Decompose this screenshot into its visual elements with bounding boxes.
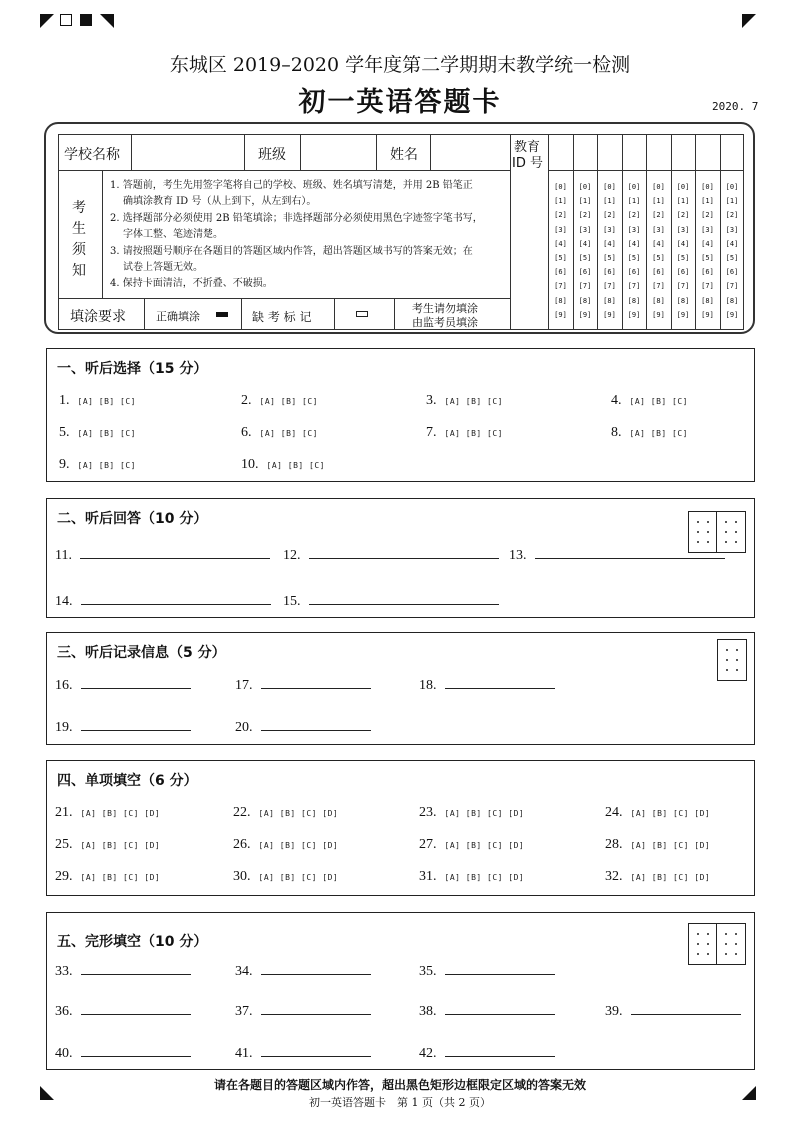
class-label: 班级 (258, 147, 286, 163)
id-digit-bubble[interactable]: [0] (725, 183, 739, 191)
answer-blank[interactable] (81, 593, 271, 605)
question-number: 16. (55, 678, 73, 693)
id-digit-bubble[interactable]: [7] (652, 282, 665, 291)
question-item[interactable] (59, 425, 136, 441)
answer-blank[interactable] (261, 1003, 371, 1015)
id-digit-bubble[interactable]: [0] (554, 183, 567, 191)
answer-blank[interactable] (81, 1003, 191, 1015)
card-title: 初一英语答题卡 (298, 87, 502, 118)
id-digit-bubble[interactable]: [1] (603, 197, 616, 206)
id-number-grid[interactable] (548, 134, 744, 330)
answer-line-item[interactable] (235, 719, 371, 736)
id-digit-bubble[interactable]: [2] (578, 211, 592, 220)
notice-label: 考 生 须 知 (72, 200, 86, 279)
question-number: 2. (241, 393, 252, 408)
answer-line-item[interactable] (509, 547, 725, 564)
question-item[interactable] (611, 425, 688, 441)
id-digit-bubble[interactable]: [0] (676, 183, 690, 191)
question-item[interactable] (233, 869, 338, 885)
answer-line-item[interactable] (419, 677, 555, 694)
id-digit-bubble[interactable]: [7] (725, 282, 739, 291)
page-number: 初一英语答题卡 第 1 页（共 2 页） (309, 1096, 491, 1109)
id-digit-bubble[interactable]: [3] (554, 225, 567, 234)
question-number: 36. (55, 1004, 73, 1019)
answer-blank[interactable] (631, 1003, 741, 1015)
id-digit-bubble[interactable]: [2] (554, 211, 567, 220)
question-number: 22. (233, 805, 251, 820)
answer-options[interactable]: [A] [B] [C] (444, 397, 503, 406)
answer-blank[interactable] (535, 547, 725, 559)
id-digit-bubble[interactable]: [5] (652, 253, 665, 262)
question-item[interactable] (426, 393, 503, 409)
answer-blank[interactable] (445, 963, 555, 975)
answer-options[interactable]: [A] [B] [C] [D] (630, 841, 711, 850)
question-number: 27. (419, 837, 437, 852)
question-number: 1. (59, 393, 70, 408)
section-cloze (46, 912, 755, 1070)
id-digit-bubble[interactable]: [6] (627, 268, 641, 277)
answer-options[interactable]: [A] [B] [C] [D] (258, 873, 339, 882)
answer-line-item[interactable] (235, 677, 371, 694)
invigilator-note-2: 由监考员填涂 (412, 316, 478, 329)
corner-mark-top-left-2 (100, 14, 114, 28)
id-digit-bubble[interactable]: [4] (652, 239, 665, 248)
answer-options[interactable]: [A] [B] [C] [D] (444, 873, 525, 882)
id-digit-column[interactable] (646, 180, 671, 322)
question-number: 18. (419, 678, 437, 693)
question-item[interactable] (241, 425, 318, 441)
name-field[interactable] (431, 135, 510, 169)
id-digit-bubble[interactable]: [4] (603, 239, 616, 248)
answer-blank[interactable] (445, 1003, 555, 1015)
id-digit-bubble[interactable]: [6] (554, 268, 567, 277)
answer-line-item[interactable] (235, 963, 371, 980)
id-digit-bubble[interactable]: [4] (725, 239, 739, 248)
answer-blank[interactable] (261, 963, 371, 975)
id-digit-column[interactable] (548, 180, 573, 322)
answer-blank[interactable] (309, 593, 499, 605)
id-digit-bubble[interactable]: [8] (725, 296, 739, 305)
section-listening-answer (46, 498, 755, 618)
question-number: 29. (55, 869, 73, 884)
answer-line-item[interactable] (55, 1045, 191, 1062)
class-field[interactable] (301, 135, 376, 169)
question-number: 20. (235, 720, 253, 735)
answer-options[interactable]: [A] [B] [C] (77, 461, 136, 470)
id-digit-bubble[interactable]: [5] (627, 253, 641, 262)
question-number: 3. (426, 393, 437, 408)
question-number: 7. (426, 425, 437, 440)
answer-options[interactable]: [A] [B] [C] [D] (444, 809, 525, 818)
question-number: 38. (419, 1004, 437, 1019)
id-digit-bubble[interactable]: [9] (603, 310, 616, 319)
question-number: 21. (55, 805, 73, 820)
answer-options[interactable]: [A] [B] [C] [D] (80, 841, 161, 850)
answer-options[interactable]: [A] [B] [C] [D] (80, 873, 161, 882)
id-digit-bubble[interactable]: [5] (725, 253, 739, 262)
answer-options[interactable]: [A] [B] [C] (77, 397, 136, 406)
answer-options[interactable]: [A] [B] [C] [D] (630, 809, 711, 818)
id-digit-bubble[interactable]: [4] (701, 239, 714, 248)
question-number: 41. (235, 1046, 253, 1061)
id-digit-bubble[interactable]: [4] (578, 239, 592, 248)
corner-square-hollow (60, 14, 72, 26)
answer-line-item[interactable] (419, 1003, 555, 1020)
question-number: 19. (55, 720, 73, 735)
id-digit-bubble[interactable]: [3] (676, 225, 690, 234)
id-digit-bubble[interactable]: [7] (578, 282, 592, 291)
answer-line-item[interactable] (55, 1003, 191, 1020)
id-digit-bubble[interactable]: [1] (725, 197, 739, 206)
question-number: 37. (235, 1004, 253, 1019)
question-item[interactable] (241, 457, 325, 473)
answer-options[interactable]: [A] [B] [C] (266, 461, 325, 470)
absent-mark-box[interactable] (356, 311, 368, 317)
id-digit-bubble[interactable]: [9] (578, 310, 592, 319)
id-digit-bubble[interactable]: [9] (652, 310, 665, 319)
question-number: 4. (611, 393, 622, 408)
id-digit-bubble[interactable]: [3] (603, 225, 616, 234)
question-item[interactable] (59, 457, 136, 473)
id-digit-bubble[interactable]: [2] (652, 211, 665, 220)
id-digit-bubble[interactable]: [8] (627, 296, 641, 305)
answer-line-item[interactable] (283, 547, 499, 564)
id-label-line1: 教育 (514, 140, 541, 155)
question-item[interactable] (241, 393, 318, 409)
answer-line-item[interactable] (55, 719, 191, 736)
id-digit-bubble[interactable]: [8] (701, 296, 714, 305)
id-digit-column[interactable] (573, 180, 598, 322)
footer-warning: 请在各题目的答题区域内作答，超出黑色矩形边框限定区域的答案无效 (213, 1078, 586, 1092)
id-digit-column[interactable] (671, 180, 696, 322)
question-item[interactable] (55, 805, 160, 821)
question-number: 31. (419, 869, 437, 884)
id-digit-bubble[interactable]: [1] (652, 197, 665, 206)
school-field[interactable] (132, 135, 244, 169)
question-number: 12. (283, 548, 301, 563)
id-digit-bubble[interactable]: [8] (554, 296, 567, 305)
question-number: 11. (55, 548, 72, 563)
id-digit-column[interactable] (597, 180, 622, 322)
answer-options[interactable]: [A] [B] [C] [D] (258, 841, 339, 850)
answer-line-item[interactable] (235, 1045, 371, 1062)
id-digit-bubble[interactable]: [8] (578, 296, 592, 305)
id-digit-bubble[interactable]: [9] (701, 310, 714, 319)
question-item[interactable] (419, 805, 524, 821)
answer-blank[interactable] (261, 719, 371, 731)
id-digit-bubble[interactable]: [7] (627, 282, 641, 291)
question-number: 13. (509, 548, 527, 563)
id-digit-bubble[interactable]: [1] (676, 197, 690, 206)
question-item[interactable] (55, 869, 160, 885)
question-item[interactable] (233, 805, 338, 821)
id-digit-bubble[interactable]: [6] (652, 268, 665, 277)
id-digit-bubble[interactable]: [8] (652, 296, 665, 305)
id-digit-bubble[interactable]: [5] (603, 253, 616, 262)
question-number: 15. (283, 594, 301, 609)
section-listening-record (46, 632, 755, 745)
question-number: 6. (241, 425, 252, 440)
fill-requirement-label: 填涂要求 (70, 309, 126, 325)
answer-blank[interactable] (261, 677, 371, 689)
section-multiple-choice (46, 760, 755, 896)
id-digit-bubble[interactable]: [9] (725, 310, 739, 319)
answer-line-item[interactable] (605, 1003, 741, 1020)
section-title: 四、单项填空（6 分） (57, 773, 198, 789)
school-label: 学校名称 (64, 147, 120, 163)
id-label-line2: ID 号 (512, 156, 543, 171)
question-item[interactable] (426, 425, 503, 441)
name-label: 姓名 (390, 147, 418, 163)
question-number: 8. (611, 425, 622, 440)
exam-title: 东城区 2019–2020 学年度第二学期期末教学统一检测 (169, 54, 631, 76)
question-number: 35. (419, 964, 437, 979)
id-digit-bubble[interactable]: [6] (603, 268, 616, 277)
question-number: 28. (605, 837, 623, 852)
answer-line-item[interactable] (55, 677, 191, 694)
question-number: 24. (605, 805, 623, 820)
correct-fill-sample (216, 312, 228, 317)
id-digit-bubble[interactable]: [0] (701, 183, 714, 191)
absent-mark-label: 缺 考 标 记 (252, 310, 312, 324)
id-digit-bubble[interactable]: [1] (701, 197, 714, 206)
question-item[interactable] (611, 393, 688, 409)
question-number: 34. (235, 964, 253, 979)
corner-mark-top-right (742, 14, 756, 28)
answer-options[interactable]: [A] [B] [C] (629, 429, 688, 438)
answer-line-item[interactable] (235, 1003, 371, 1020)
id-digit-bubble[interactable]: [4] (676, 239, 690, 248)
correct-fill-label: 正确填涂 (156, 310, 200, 323)
section-listening-choice (46, 348, 755, 482)
answer-options[interactable]: [A] [B] [C] [D] (444, 841, 525, 850)
id-digit-column[interactable] (720, 180, 745, 322)
answer-options[interactable]: [A] [B] [C] [D] (630, 873, 711, 882)
id-digit-bubble[interactable]: [3] (701, 225, 714, 234)
id-digit-bubble[interactable]: [5] (676, 253, 690, 262)
id-digit-column[interactable] (695, 180, 720, 322)
id-digit-bubble[interactable]: [9] (554, 310, 567, 319)
answer-options[interactable]: [A] [B] [C] (444, 429, 503, 438)
question-number: 32. (605, 869, 623, 884)
answer-line-item[interactable] (55, 547, 270, 564)
id-digit-bubble[interactable]: [6] (676, 268, 690, 277)
id-digit-bubble[interactable]: [8] (603, 296, 616, 305)
question-number: 14. (55, 594, 73, 609)
question-number: 42. (419, 1046, 437, 1061)
id-digit-bubble[interactable]: [6] (701, 268, 714, 277)
question-item[interactable] (419, 869, 524, 885)
answer-line-item[interactable] (419, 963, 555, 980)
id-digit-bubble[interactable]: [0] (627, 183, 641, 191)
answer-line-item[interactable] (55, 963, 191, 980)
question-number: 23. (419, 805, 437, 820)
score-box (688, 923, 746, 965)
id-digit-bubble[interactable]: [3] (578, 225, 592, 234)
id-digit-bubble[interactable]: [1] (627, 197, 641, 206)
question-item[interactable] (233, 837, 338, 853)
id-digit-bubble[interactable]: [0] (652, 183, 665, 191)
corner-square-filled (80, 14, 92, 26)
question-number: 25. (55, 837, 73, 852)
id-digit-bubble[interactable]: [5] (701, 253, 714, 262)
info-block (44, 122, 755, 334)
question-item[interactable] (605, 805, 710, 821)
question-item[interactable] (605, 869, 710, 885)
answer-options[interactable]: [A] [B] [C] (77, 429, 136, 438)
id-digit-bubble[interactable]: [3] (627, 225, 641, 234)
question-number: 17. (235, 678, 253, 693)
question-item[interactable] (419, 837, 524, 853)
score-box (717, 639, 747, 681)
question-number: 5. (59, 425, 70, 440)
id-digit-bubble[interactable]: [2] (603, 211, 616, 220)
id-digit-bubble[interactable]: [0] (578, 183, 592, 191)
id-digit-bubble[interactable]: [1] (578, 197, 592, 206)
id-digit-bubble[interactable]: [2] (701, 211, 714, 220)
id-digit-bubble[interactable]: [9] (627, 310, 641, 319)
answer-blank[interactable] (81, 963, 191, 975)
answer-options[interactable]: [A] [B] [C] (259, 429, 318, 438)
id-digit-bubble[interactable]: [8] (676, 296, 690, 305)
id-digit-bubble[interactable]: [5] (554, 253, 567, 262)
question-number: 40. (55, 1046, 73, 1061)
answer-blank[interactable] (445, 1045, 555, 1057)
question-number: 39. (605, 1004, 623, 1019)
question-item[interactable] (605, 837, 710, 853)
answer-blank[interactable] (81, 719, 191, 731)
id-digit-bubble[interactable]: [1] (554, 197, 567, 206)
question-number: 10. (241, 457, 259, 472)
question-item[interactable] (55, 837, 160, 853)
id-digit-bubble[interactable]: [2] (676, 211, 690, 220)
id-digit-bubble[interactable]: [7] (701, 282, 714, 291)
id-digit-bubble[interactable]: [4] (627, 239, 641, 248)
answer-blank[interactable] (445, 677, 555, 689)
id-digit-bubble[interactable]: [7] (603, 282, 616, 291)
notice-text: 1. 答题前，考生先用签字笔将自己的学校、班级、姓名填写清楚，并用 2B 铅笔正 确填涂教育 ID 号（从上到下，从左到右）。 2. 选择题部分必须使用 2B 铅笔填涂；非选择题部分必须使用黑色字迹签字笔书写， 字体工整、笔迹清楚。 3. 请按照题号顺序在各题目的答题区域内作答，超出答题区域书写的答案无效；在 试卷上答题无效。 4. 保持卡面清洁，不折叠、不破损。 (110, 180, 483, 290)
question-number: 30. (233, 869, 251, 884)
exam-date: 2020. 7 (712, 100, 759, 113)
id-digit-column[interactable] (622, 180, 647, 322)
id-digit-bubble[interactable]: [6] (578, 268, 592, 277)
id-digit-bubble[interactable]: [0] (603, 183, 616, 191)
question-number: 33. (55, 964, 73, 979)
id-digit-bubble[interactable]: [7] (554, 282, 567, 291)
section-title: 一、听后选择（15 分） (57, 361, 208, 377)
section-title: 三、听后记录信息（5 分） (57, 645, 226, 661)
question-number: 26. (233, 837, 251, 852)
answer-line-item[interactable] (283, 593, 499, 610)
id-digit-bubble[interactable]: [7] (676, 282, 690, 291)
id-digit-bubble[interactable]: [9] (676, 310, 690, 319)
answer-line-item[interactable] (55, 593, 271, 610)
question-number: 9. (59, 457, 70, 472)
answer-options[interactable]: [A] [B] [C] [D] (80, 809, 161, 818)
answer-options[interactable]: [A] [B] [C] (259, 397, 318, 406)
id-digit-bubble[interactable]: [4] (554, 239, 567, 248)
answer-blank[interactable] (81, 1045, 191, 1057)
answer-blank[interactable] (261, 1045, 371, 1057)
id-digit-bubble[interactable]: [3] (725, 225, 739, 234)
answer-line-item[interactable] (419, 1045, 555, 1062)
id-digit-bubble[interactable]: [2] (627, 211, 641, 220)
id-digit-bubble[interactable]: [6] (725, 268, 739, 277)
invigilator-note-1: 考生请勿填涂 (412, 302, 478, 315)
answer-blank[interactable] (81, 677, 191, 689)
question-item[interactable] (59, 393, 136, 409)
id-digit-bubble[interactable]: [5] (578, 253, 592, 262)
answer-blank[interactable] (309, 547, 499, 559)
corner-mark-top-left (40, 14, 54, 28)
section-title: 二、听后回答（10 分） (57, 511, 208, 527)
answer-blank[interactable] (80, 547, 270, 559)
answer-options[interactable]: [A] [B] [C] (629, 397, 688, 406)
section-title: 五、完形填空（10 分） (57, 934, 208, 950)
answer-options[interactable]: [A] [B] [C] [D] (258, 809, 339, 818)
id-digit-bubble[interactable]: [2] (725, 211, 739, 220)
id-digit-bubble[interactable]: [3] (652, 225, 665, 234)
